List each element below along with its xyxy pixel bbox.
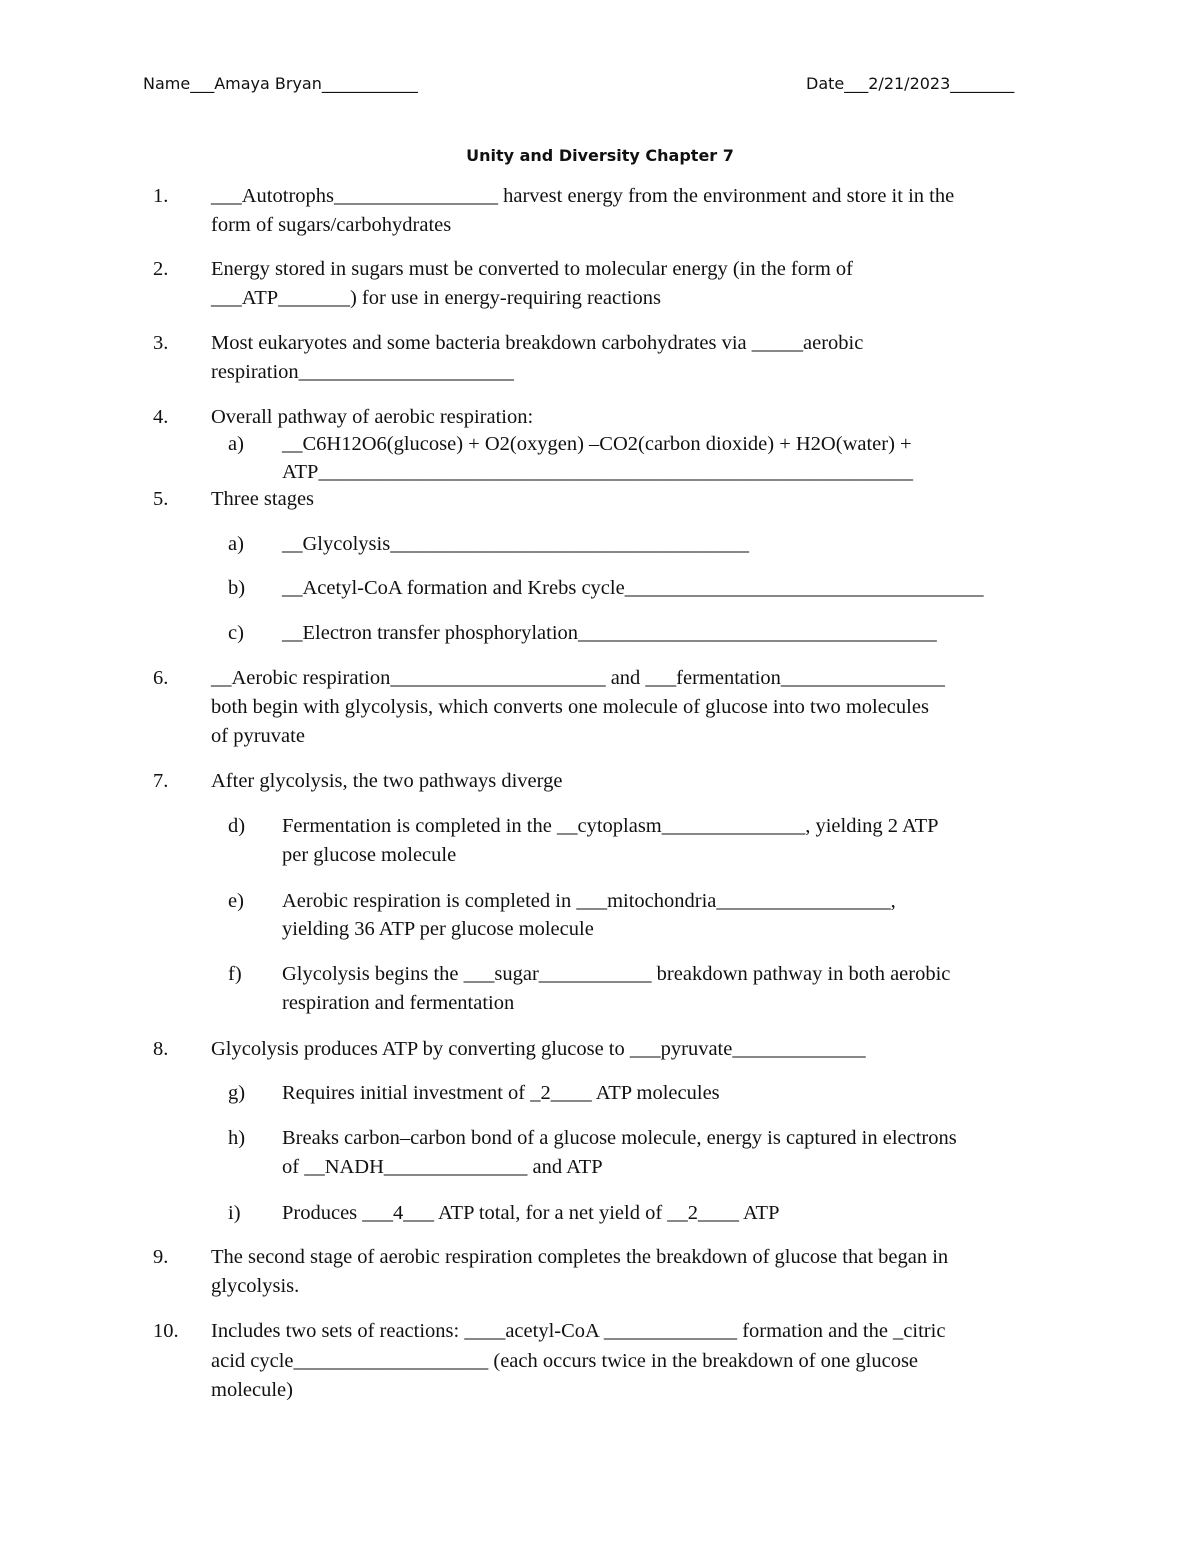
item-text: Produces ___4___ ATP total, for a net yield of __2____ ATP (282, 1202, 780, 1224)
item-text: acid cycle___________________ (each occurs twice in the breakdown of one glucose (211, 1350, 919, 1372)
item-text: __Glycolysis___________________________________ (282, 533, 749, 555)
item-number: a) (228, 533, 244, 555)
item-text: __Electron transfer phosphorylation___________________________________ (282, 622, 937, 644)
item-number: f) (228, 963, 242, 985)
item-text: Glycolysis produces ATP by converting glucose to ___pyruvate_____________ (211, 1038, 866, 1060)
item-text: respiration_____________________ (211, 361, 514, 383)
item-text: __Acetyl-CoA formation and Krebs cycle___________________________________ (282, 577, 984, 599)
item-text: __C6H12O6(glucose) + O2(oxygen) –CO2(carbon dioxide) + H2O(water) + (282, 433, 912, 455)
item-text: ___ATP_______) for use in energy-requiring reactions (211, 287, 661, 309)
item-text: yielding 36 ATP per glucose molecule (282, 918, 594, 940)
item-text: ATP__________________________________________________________ (282, 461, 913, 483)
item-number: a) (228, 433, 244, 455)
name-field: Name___Amaya Bryan____________ (143, 74, 418, 93)
item-text: Breaks carbon–carbon bond of a glucose molecule, energy is captured in electrons (282, 1127, 957, 1149)
item-number: 8. (153, 1038, 169, 1060)
item-text: Most eukaryotes and some bacteria breakdown carbohydrates via _____aerobic (211, 332, 864, 354)
item-number: 7. (153, 770, 169, 792)
item-number: g) (228, 1082, 246, 1104)
item-text: of pyruvate (211, 725, 305, 747)
item-number: 9. (153, 1246, 169, 1268)
date-field: Date___2/21/2023________ (806, 74, 1015, 93)
item-number: 10. (153, 1320, 179, 1342)
item-text: glycolysis. (211, 1275, 300, 1297)
item-text: Glycolysis begins the ___sugar___________ breakdown pathway in both aerobic (282, 963, 951, 985)
item-text: Overall pathway of aerobic respiration: (211, 406, 534, 428)
item-number: 6. (153, 667, 169, 689)
item-number: 4. (153, 406, 169, 428)
item-text: respiration and fermentation (282, 992, 515, 1014)
item-number: 3. (153, 332, 169, 354)
page-title: Unity and Diversity Chapter 7 (466, 146, 734, 165)
item-number: 1. (153, 185, 169, 207)
item-number: e) (228, 890, 244, 912)
item-number: h) (228, 1127, 246, 1149)
item-number: i) (228, 1202, 241, 1224)
item-number: 5. (153, 488, 169, 510)
item-text: __Aerobic respiration_____________________ and ___fermentation________________ (211, 667, 945, 689)
item-text: both begin with glycolysis, which converts one molecule of glucose into two molecules (211, 696, 929, 718)
item-number: 2. (153, 258, 169, 280)
item-text: After glycolysis, the two pathways diverge (211, 770, 563, 792)
item-text: form of sugars/carbohydrates (211, 214, 452, 236)
item-text: ___Autotrophs________________ harvest energy from the environment and store it in the (211, 185, 955, 207)
item-text: The second stage of aerobic respiration completes the breakdown of glucose that began in (211, 1246, 949, 1268)
item-text: Three stages (211, 488, 315, 510)
item-text: Includes two sets of reactions: ____acetyl-CoA _____________ formation and the _citric (211, 1320, 946, 1342)
item-text: molecule) (211, 1379, 293, 1401)
item-number: d) (228, 815, 246, 837)
item-text: Fermentation is completed in the __cytoplasm______________, yielding 2 ATP (282, 815, 939, 837)
item-text: Requires initial investment of _2____ ATP molecules (282, 1082, 720, 1104)
item-number: c) (228, 622, 244, 644)
item-text: of __NADH______________ and ATP (282, 1156, 603, 1178)
item-text: Aerobic respiration is completed in ___mitochondria_________________, (282, 890, 896, 912)
item-text: Energy stored in sugars must be converted to molecular energy (in the form of (211, 258, 853, 280)
item-text: per glucose molecule (282, 844, 457, 866)
item-number: b) (228, 577, 246, 599)
